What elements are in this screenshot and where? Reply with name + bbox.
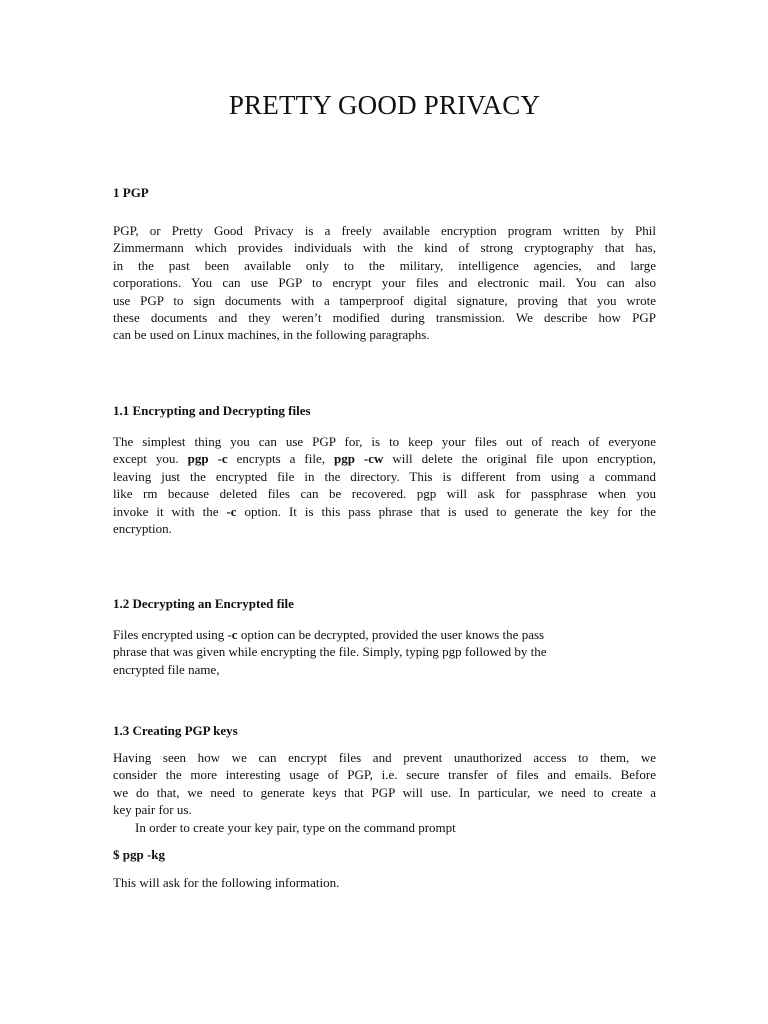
command-pgp-kg: $ pgp -kg [113, 847, 166, 862]
section-1-paragraph [113, 222, 656, 344]
indented-line: In order to create your key pair, type on the command prompt [135, 819, 456, 835]
text-run: option. It is this pass phrase that is used to generate the key for the [236, 503, 656, 519]
section-1-1-paragraph [113, 433, 656, 537]
paragraph-line: encryption. [113, 521, 172, 537]
text-run: except you. [113, 451, 188, 467]
paragraph-line: corporations. You can use PGP to encrypt your files and electronic mail. You can also [113, 275, 656, 291]
paragraph-line: these documents and they weren’t modified during transmission. We describe how PGP [113, 310, 656, 326]
section-1-3-paragraph [113, 749, 656, 836]
after-command-text [113, 874, 656, 891]
text-run: option can be decrypted, provided the user knows the pass [237, 627, 545, 642]
paragraph-line: can be used on Linux machines, in the following paragraphs. [113, 327, 430, 343]
paragraph-line: Zimmermann which provides individuals with the kind of strong cryptography that has, [113, 240, 656, 256]
text-run: encrypts a file, [227, 451, 334, 467]
paragraph-line [113, 503, 656, 520]
text-run: invoke it with the [113, 503, 227, 519]
text-run: Files encrypted using - [113, 627, 232, 642]
section-heading-1: 1 PGP [113, 185, 149, 200]
command-pgp-cw: pgp -cw [333, 451, 384, 467]
option-c: -c [226, 503, 237, 519]
paragraph-line: consider the more interesting usage of PGP, i.e. secure transfer of files and emails. Before [113, 767, 656, 783]
paragraph-line: phrase that was given while encrypting the file. Simply, typing pgp followed by the [113, 644, 547, 660]
paragraph-line: like rm because deleted files can be recovered. pgp will ask for passphrase when you [113, 486, 656, 502]
paragraph-line: we do that, we need to generate keys that PGP will use. In particular, we need to create a [113, 784, 656, 800]
paragraph-line [113, 626, 656, 643]
paragraph-line: PGP, or Pretty Good Privacy is a freely available encryption program written by Phil [113, 223, 656, 238]
paragraph-line: key pair for us. [113, 802, 192, 818]
paragraph-line: Having seen how we can encrypt files and prevent unauthorized access to them, we [113, 750, 656, 765]
section-heading-1-2: 1.2 Decrypting an Encrypted file [113, 596, 294, 611]
document-title: PRETTY GOOD PRIVACY [228, 90, 541, 120]
paragraph-line: use PGP to sign documents with a tamperproof digital signature, proving that you wrote [113, 292, 656, 308]
paragraph-line: encrypted file name, [113, 661, 220, 677]
paragraph-line [113, 450, 656, 467]
section-1-2-paragraph [113, 626, 656, 678]
text-run: will delete the original file upon encryption, [383, 451, 657, 467]
command-pgp-c: pgp -c [187, 451, 228, 467]
paragraph-line: leaving just the encrypted file in the directory. This is different from using a command [113, 468, 656, 484]
section-heading-1-1: 1.1 Encrypting and Decrypting files [113, 403, 311, 418]
paragraph-line: This will ask for the following information. [113, 875, 340, 890]
option-c: c [231, 627, 238, 642]
section-heading-1-3: 1.3 Creating PGP keys [113, 723, 238, 738]
paragraph-line: in the past been available only to the military, intelligence agencies, and large [113, 257, 656, 273]
paragraph-line: The simplest thing you can use PGP for, is to keep your files out of reach of everyone [113, 434, 656, 449]
